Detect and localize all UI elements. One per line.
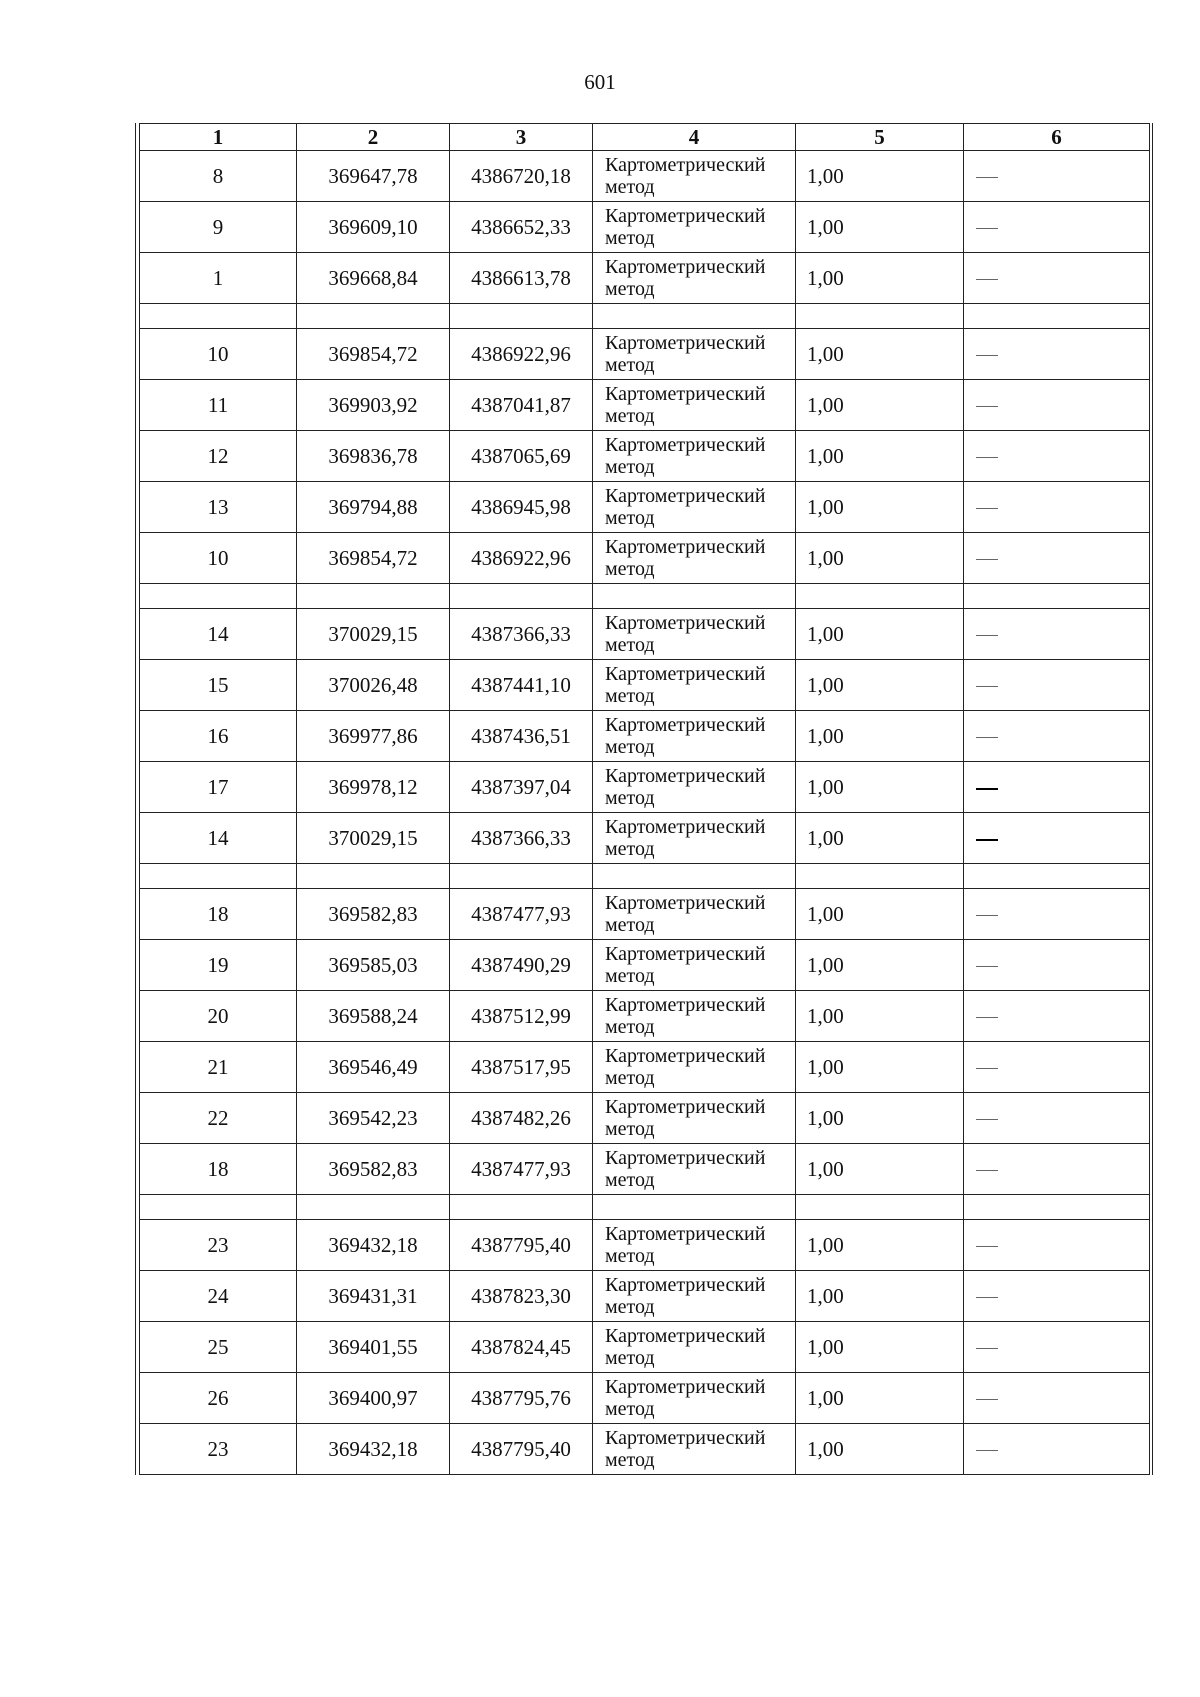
y-coordinate-cell: 4387366,33 [450, 813, 593, 864]
accuracy-cell: 1,00 [796, 1220, 964, 1271]
point-number-cell: 16 [140, 711, 297, 762]
x-coordinate-cell: 369836,78 [297, 431, 450, 482]
table-row [140, 151, 1150, 202]
point-number-cell: 9 [140, 202, 297, 253]
accuracy-cell: 1,00 [796, 1271, 964, 1322]
y-coordinate-cell: 4386652,33 [450, 202, 593, 253]
y-coordinate-cell: 4386945,98 [450, 482, 593, 533]
point-number-cell: 26 [140, 1373, 297, 1424]
accuracy-cell: 1,00 [796, 533, 964, 584]
dash-mark [976, 1399, 998, 1400]
table-row [140, 1220, 1150, 1271]
x-coordinate-cell: 369432,18 [297, 1424, 450, 1475]
description-cell [964, 940, 1150, 991]
separator-cell [593, 584, 796, 609]
accuracy-cell: 1,00 [796, 813, 964, 864]
method-cell: Картометрический метод [593, 151, 796, 202]
coordinates-table [139, 123, 1150, 1475]
table-row [140, 1322, 1150, 1373]
table-row [140, 329, 1150, 380]
x-coordinate-cell: 370029,15 [297, 609, 450, 660]
description-cell [964, 253, 1150, 304]
dash-mark [976, 406, 998, 407]
accuracy-cell: 1,00 [796, 482, 964, 533]
accuracy-cell: 1,00 [796, 202, 964, 253]
point-number-cell: 18 [140, 889, 297, 940]
point-number-cell: 10 [140, 329, 297, 380]
description-cell [964, 1220, 1150, 1271]
description-cell [964, 1271, 1150, 1322]
method-cell: Картометрический метод [593, 762, 796, 813]
method-cell: Картометрический метод [593, 1093, 796, 1144]
x-coordinate-cell: 369794,88 [297, 482, 450, 533]
point-number-cell: 19 [140, 940, 297, 991]
separator-cell [140, 584, 297, 609]
method-cell: Картометрический метод [593, 1220, 796, 1271]
x-coordinate-cell: 369978,12 [297, 762, 450, 813]
y-coordinate-cell: 4386613,78 [450, 253, 593, 304]
page-number: 601 [584, 70, 616, 94]
y-coordinate-cell: 4387436,51 [450, 711, 593, 762]
y-coordinate-cell: 4387823,30 [450, 1271, 593, 1322]
table-row [140, 1093, 1150, 1144]
table-row [140, 482, 1150, 533]
y-coordinate-cell: 4387482,26 [450, 1093, 593, 1144]
x-coordinate-cell: 369854,72 [297, 533, 450, 584]
y-coordinate-cell: 4387512,99 [450, 991, 593, 1042]
separator-cell [796, 1195, 964, 1220]
separator-cell [140, 1195, 297, 1220]
separator-cell [796, 584, 964, 609]
method-cell: Картометрический метод [593, 202, 796, 253]
method-cell: Картометрический метод [593, 533, 796, 584]
method-cell: Картометрический метод [593, 1373, 796, 1424]
method-cell: Картометрический метод [593, 329, 796, 380]
header-col-3: 3 [450, 124, 593, 151]
header-col-6: 6 [964, 124, 1150, 151]
separator-row [140, 584, 1150, 609]
table-row [140, 1373, 1150, 1424]
point-number-cell: 18 [140, 1144, 297, 1195]
accuracy-cell: 1,00 [796, 1144, 964, 1195]
description-cell [964, 609, 1150, 660]
separator-cell [140, 304, 297, 329]
point-number-cell: 20 [140, 991, 297, 1042]
y-coordinate-cell: 4386922,96 [450, 329, 593, 380]
y-coordinate-cell: 4387441,10 [450, 660, 593, 711]
y-coordinate-cell: 4387041,87 [450, 380, 593, 431]
accuracy-cell: 1,00 [796, 1424, 964, 1475]
x-coordinate-cell: 369977,86 [297, 711, 450, 762]
coordinates-table-wrapper [139, 123, 1149, 1475]
separator-cell [297, 864, 450, 889]
table-row [140, 1271, 1150, 1322]
x-coordinate-cell: 369582,83 [297, 889, 450, 940]
accuracy-cell: 1,00 [796, 991, 964, 1042]
table-row [140, 1144, 1150, 1195]
description-cell [964, 1144, 1150, 1195]
separator-cell [450, 584, 593, 609]
separator-cell [593, 304, 796, 329]
dash-mark [976, 508, 998, 509]
y-coordinate-cell: 4386720,18 [450, 151, 593, 202]
accuracy-cell: 1,00 [796, 940, 964, 991]
table-row [140, 660, 1150, 711]
dash-mark [976, 1297, 998, 1298]
dash-mark [976, 1170, 998, 1171]
method-cell: Картометрический метод [593, 660, 796, 711]
description-cell [964, 813, 1150, 864]
dash-mark [976, 177, 998, 178]
y-coordinate-cell: 4387795,76 [450, 1373, 593, 1424]
dash-mark [976, 228, 998, 229]
separator-cell [796, 304, 964, 329]
dash-mark [976, 839, 998, 841]
separator-cell [796, 864, 964, 889]
table-row [140, 991, 1150, 1042]
table-row [140, 813, 1150, 864]
description-cell [964, 991, 1150, 1042]
accuracy-cell: 1,00 [796, 1322, 964, 1373]
separator-cell [297, 584, 450, 609]
description-cell [964, 762, 1150, 813]
description-cell [964, 380, 1150, 431]
accuracy-cell: 1,00 [796, 711, 964, 762]
x-coordinate-cell: 370029,15 [297, 813, 450, 864]
method-cell: Картометрический метод [593, 711, 796, 762]
dash-mark [976, 457, 998, 458]
table-row [140, 1042, 1150, 1093]
dash-mark [976, 279, 998, 280]
description-cell [964, 711, 1150, 762]
method-cell: Картометрический метод [593, 482, 796, 533]
point-number-cell: 15 [140, 660, 297, 711]
dash-mark [976, 966, 998, 967]
separator-cell [964, 304, 1150, 329]
accuracy-cell: 1,00 [796, 660, 964, 711]
separator-cell [593, 1195, 796, 1220]
table-row [140, 1424, 1150, 1475]
point-number-cell: 24 [140, 1271, 297, 1322]
dash-mark [976, 1348, 998, 1349]
description-cell [964, 1424, 1150, 1475]
x-coordinate-cell: 369400,97 [297, 1373, 450, 1424]
table-row [140, 711, 1150, 762]
x-coordinate-cell: 369668,84 [297, 253, 450, 304]
table-row [140, 533, 1150, 584]
point-number-cell: 23 [140, 1424, 297, 1475]
point-number-cell: 8 [140, 151, 297, 202]
table-row [140, 202, 1150, 253]
method-cell: Картометрический метод [593, 1424, 796, 1475]
y-coordinate-cell: 4387065,69 [450, 431, 593, 482]
x-coordinate-cell: 369401,55 [297, 1322, 450, 1373]
description-cell [964, 533, 1150, 584]
accuracy-cell: 1,00 [796, 431, 964, 482]
separator-cell [593, 864, 796, 889]
separator-cell [964, 864, 1150, 889]
table-header-row [140, 124, 1150, 151]
x-coordinate-cell: 369432,18 [297, 1220, 450, 1271]
table-row [140, 431, 1150, 482]
x-coordinate-cell: 369609,10 [297, 202, 450, 253]
dash-mark [976, 1450, 998, 1451]
description-cell [964, 151, 1150, 202]
table-body [140, 151, 1150, 1475]
dash-mark [976, 1246, 998, 1247]
y-coordinate-cell: 4387795,40 [450, 1220, 593, 1271]
separator-row [140, 304, 1150, 329]
accuracy-cell: 1,00 [796, 1373, 964, 1424]
description-cell [964, 431, 1150, 482]
dash-mark [976, 635, 998, 636]
point-number-cell: 11 [140, 380, 297, 431]
separator-cell [297, 1195, 450, 1220]
separator-cell [297, 304, 450, 329]
accuracy-cell: 1,00 [796, 1093, 964, 1144]
dash-mark [976, 1119, 998, 1120]
separator-row [140, 1195, 1150, 1220]
method-cell: Картометрический метод [593, 431, 796, 482]
method-cell: Картометрический метод [593, 609, 796, 660]
header-col-5: 5 [796, 124, 964, 151]
point-number-cell: 23 [140, 1220, 297, 1271]
method-cell: Картометрический метод [593, 889, 796, 940]
method-cell: Картометрический метод [593, 1271, 796, 1322]
method-cell: Картометрический метод [593, 1144, 796, 1195]
description-cell [964, 482, 1150, 533]
header-col-4: 4 [593, 124, 796, 151]
table-row [140, 762, 1150, 813]
description-cell [964, 660, 1150, 711]
accuracy-cell: 1,00 [796, 380, 964, 431]
separator-cell [450, 864, 593, 889]
dash-mark [976, 1017, 998, 1018]
y-coordinate-cell: 4387477,93 [450, 1144, 593, 1195]
x-coordinate-cell: 369903,92 [297, 380, 450, 431]
method-cell: Картометрический метод [593, 940, 796, 991]
point-number-cell: 12 [140, 431, 297, 482]
x-coordinate-cell: 369542,23 [297, 1093, 450, 1144]
description-cell [964, 1322, 1150, 1373]
point-number-cell: 22 [140, 1093, 297, 1144]
separator-row [140, 864, 1150, 889]
point-number-cell: 25 [140, 1322, 297, 1373]
method-cell: Картометрический метод [593, 813, 796, 864]
method-cell: Картометрический метод [593, 1042, 796, 1093]
dash-mark [976, 355, 998, 356]
table-row [140, 609, 1150, 660]
x-coordinate-cell: 369546,49 [297, 1042, 450, 1093]
point-number-cell: 10 [140, 533, 297, 584]
y-coordinate-cell: 4387517,95 [450, 1042, 593, 1093]
accuracy-cell: 1,00 [796, 1042, 964, 1093]
x-coordinate-cell: 369854,72 [297, 329, 450, 380]
y-coordinate-cell: 4387366,33 [450, 609, 593, 660]
accuracy-cell: 1,00 [796, 151, 964, 202]
accuracy-cell: 1,00 [796, 762, 964, 813]
method-cell: Картометрический метод [593, 380, 796, 431]
x-coordinate-cell: 369431,31 [297, 1271, 450, 1322]
y-coordinate-cell: 4387477,93 [450, 889, 593, 940]
method-cell: Картометрический метод [593, 253, 796, 304]
y-coordinate-cell: 4387795,40 [450, 1424, 593, 1475]
description-cell [964, 1093, 1150, 1144]
table-row [140, 940, 1150, 991]
accuracy-cell: 1,00 [796, 329, 964, 380]
x-coordinate-cell: 369647,78 [297, 151, 450, 202]
point-number-cell: 14 [140, 609, 297, 660]
table-row [140, 253, 1150, 304]
separator-cell [964, 584, 1150, 609]
description-cell [964, 889, 1150, 940]
point-number-cell: 14 [140, 813, 297, 864]
dash-mark [976, 559, 998, 560]
y-coordinate-cell: 4387397,04 [450, 762, 593, 813]
separator-cell [140, 864, 297, 889]
x-coordinate-cell: 369588,24 [297, 991, 450, 1042]
header-col-2: 2 [297, 124, 450, 151]
header-col-1: 1 [140, 124, 297, 151]
dash-mark [976, 788, 998, 790]
point-number-cell: 1 [140, 253, 297, 304]
description-cell [964, 329, 1150, 380]
point-number-cell: 21 [140, 1042, 297, 1093]
table-row [140, 889, 1150, 940]
description-cell [964, 202, 1150, 253]
accuracy-cell: 1,00 [796, 609, 964, 660]
accuracy-cell: 1,00 [796, 253, 964, 304]
method-cell: Картометрический метод [593, 991, 796, 1042]
dash-mark [976, 737, 998, 738]
separator-cell [450, 1195, 593, 1220]
dash-mark [976, 915, 998, 916]
separator-cell [964, 1195, 1150, 1220]
dash-mark [976, 686, 998, 687]
y-coordinate-cell: 4387824,45 [450, 1322, 593, 1373]
y-coordinate-cell: 4386922,96 [450, 533, 593, 584]
accuracy-cell: 1,00 [796, 889, 964, 940]
method-cell: Картометрический метод [593, 1322, 796, 1373]
table-row [140, 380, 1150, 431]
dash-mark [976, 1068, 998, 1069]
description-cell [964, 1042, 1150, 1093]
x-coordinate-cell: 369585,03 [297, 940, 450, 991]
point-number-cell: 13 [140, 482, 297, 533]
x-coordinate-cell: 369582,83 [297, 1144, 450, 1195]
description-cell [964, 1373, 1150, 1424]
y-coordinate-cell: 4387490,29 [450, 940, 593, 991]
separator-cell [450, 304, 593, 329]
x-coordinate-cell: 370026,48 [297, 660, 450, 711]
point-number-cell: 17 [140, 762, 297, 813]
